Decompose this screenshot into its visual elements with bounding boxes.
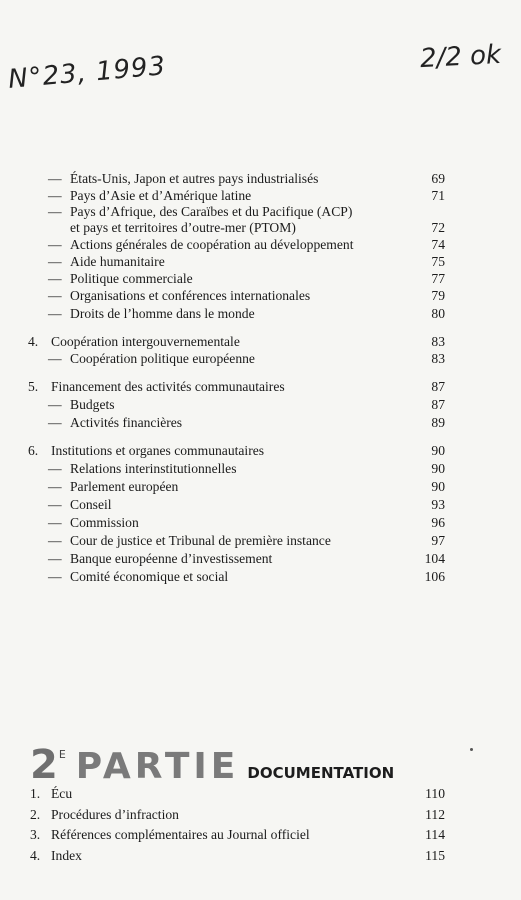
toc-page-number: 90 (431, 479, 445, 494)
toc-dash: — (48, 254, 62, 269)
toc-page-number: 89 (431, 415, 445, 430)
documentation-number: 3. (30, 827, 41, 842)
toc-entry (0, 496, 521, 514)
toc-section-number: 4. (28, 334, 39, 349)
toc-entry-title: Cour de justice et Tribunal de première instance (70, 533, 331, 548)
toc-entry (0, 514, 521, 532)
toc-page-number: 74 (431, 237, 445, 252)
toc-entry-title: Pays d’Afrique, des Caraïbes et du Pacifique (ACP) (70, 204, 353, 219)
toc-entry-title: Activités financières (70, 415, 183, 430)
toc-page-number: 96 (431, 515, 445, 530)
toc-entry (0, 532, 521, 550)
documentation-entry (0, 847, 521, 865)
toc-entry-title: Droits de l’homme dans le monde (70, 306, 255, 321)
toc-entry-title: Coopération intergouvernementale (51, 334, 240, 349)
part-two-numeral: 2 (30, 742, 59, 788)
toc-page-number: 80 (431, 306, 445, 321)
documentation-entry (0, 785, 521, 803)
toc-entry-title: Commission (70, 515, 139, 530)
documentation-entry (0, 826, 521, 844)
toc-dash: — (48, 171, 62, 186)
toc-entry (0, 253, 521, 271)
handwritten-issue-note: N°23, 1993 (6, 51, 168, 95)
toc-dash: — (48, 497, 62, 512)
handwritten-check-note: 2/2 ok (419, 39, 502, 75)
toc-entry (0, 270, 521, 288)
toc-dash: — (48, 204, 62, 219)
toc-page-number: 72 (431, 220, 445, 235)
toc-entry (0, 305, 521, 323)
toc-page-number: 83 (431, 334, 445, 349)
documentation-page-number: 110 (425, 786, 445, 801)
toc-dash: — (48, 237, 62, 252)
part-two-superscript: E (58, 748, 66, 761)
part-two-heading (30, 742, 394, 788)
toc-page-number: 104 (424, 551, 445, 566)
toc-entry-title: Comité économique et social (70, 569, 229, 584)
part-two-word: PARTIE (75, 746, 240, 787)
documentation-title: Écu (51, 786, 73, 801)
toc-entry-title: Politique commerciale (70, 271, 193, 286)
toc-page-number: 90 (431, 461, 445, 476)
toc-entry-title: Aide humanitaire (70, 254, 165, 269)
toc-entry-title: Banque européenne d’investissement (70, 551, 273, 566)
toc-entry (0, 414, 521, 432)
documentation-page-number: 115 (425, 848, 445, 863)
toc-dash: — (48, 569, 62, 584)
documentation-title: Références complémentaires au Journal officiel (51, 827, 310, 842)
toc-page-number: 87 (431, 379, 445, 394)
toc-entry (0, 333, 521, 351)
scan-speck (470, 748, 473, 751)
toc-entry (0, 350, 521, 368)
toc-dash: — (48, 288, 62, 303)
toc-dash: — (48, 188, 62, 203)
part-two-subtitle: DOCUMENTATION (247, 764, 395, 782)
toc-dash: — (48, 515, 62, 530)
toc-entry (0, 460, 521, 478)
toc-entry-title: Parlement européen (70, 479, 179, 494)
toc-entry-title: Actions générales de coopération au développement (70, 237, 354, 252)
toc-page-number: 106 (424, 569, 445, 584)
toc-entry-title: Institutions et organes communautaires (51, 443, 265, 458)
toc-dash: — (48, 271, 62, 286)
toc-page-number: 97 (431, 533, 445, 548)
toc-page-number: 79 (431, 288, 445, 303)
documentation-entry (0, 806, 521, 824)
toc-dash: — (48, 351, 62, 366)
documentation-number: 1. (30, 786, 41, 801)
toc-entry-title: Coopération politique européenne (70, 351, 255, 366)
toc-entry (0, 568, 521, 586)
toc-entry (0, 236, 521, 254)
toc-section-number: 5. (28, 379, 39, 394)
documentation-page-number: 114 (425, 827, 445, 842)
toc-dash: — (48, 551, 62, 566)
toc-entry (0, 287, 521, 305)
toc-page-number: 75 (431, 254, 445, 269)
toc-dash: — (48, 461, 62, 476)
toc-page-number: 69 (431, 171, 445, 186)
toc-page-number: 93 (431, 497, 445, 512)
toc-entry-title: Pays d’Asie et d’Amérique latine (70, 188, 252, 203)
toc-entry-title: États-Unis, Japon et autres pays industrialisés (70, 171, 319, 186)
toc-entry-title: Conseil (70, 497, 112, 512)
toc-dash: — (48, 397, 62, 412)
toc-entry (0, 378, 521, 396)
toc-page-number: 77 (431, 271, 445, 286)
toc-entry-title: Budgets (70, 397, 115, 412)
toc-section-number: 6. (28, 443, 39, 458)
toc-entry-title: Organisations et conférences internationales (70, 288, 311, 303)
toc-page-number: 87 (431, 397, 445, 412)
toc-dash: — (48, 533, 62, 548)
toc-entry (0, 396, 521, 414)
documentation-title: Index (51, 848, 82, 863)
toc-page-number: 83 (431, 351, 445, 366)
toc-entry-title: Financement des activités communautaires (51, 379, 285, 394)
toc-entry-title: et pays et territoires d’outre-mer (PTOM) (70, 220, 296, 235)
documentation-number: 2. (30, 807, 41, 822)
toc-entry (0, 219, 521, 237)
toc-entry (0, 478, 521, 496)
toc-dash: — (48, 306, 62, 321)
toc-entry (0, 442, 521, 460)
toc-entry (0, 170, 521, 188)
toc-page-number: 90 (431, 443, 445, 458)
toc-entry (0, 550, 521, 568)
documentation-title: Procédures d’infraction (51, 807, 179, 822)
toc-dash: — (48, 479, 62, 494)
toc-page-number: 71 (431, 188, 445, 203)
toc-dash: — (48, 415, 62, 430)
documentation-number: 4. (30, 848, 41, 863)
documentation-page-number: 112 (425, 807, 445, 822)
toc-entry-title: Relations interinstitutionnelles (70, 461, 237, 476)
